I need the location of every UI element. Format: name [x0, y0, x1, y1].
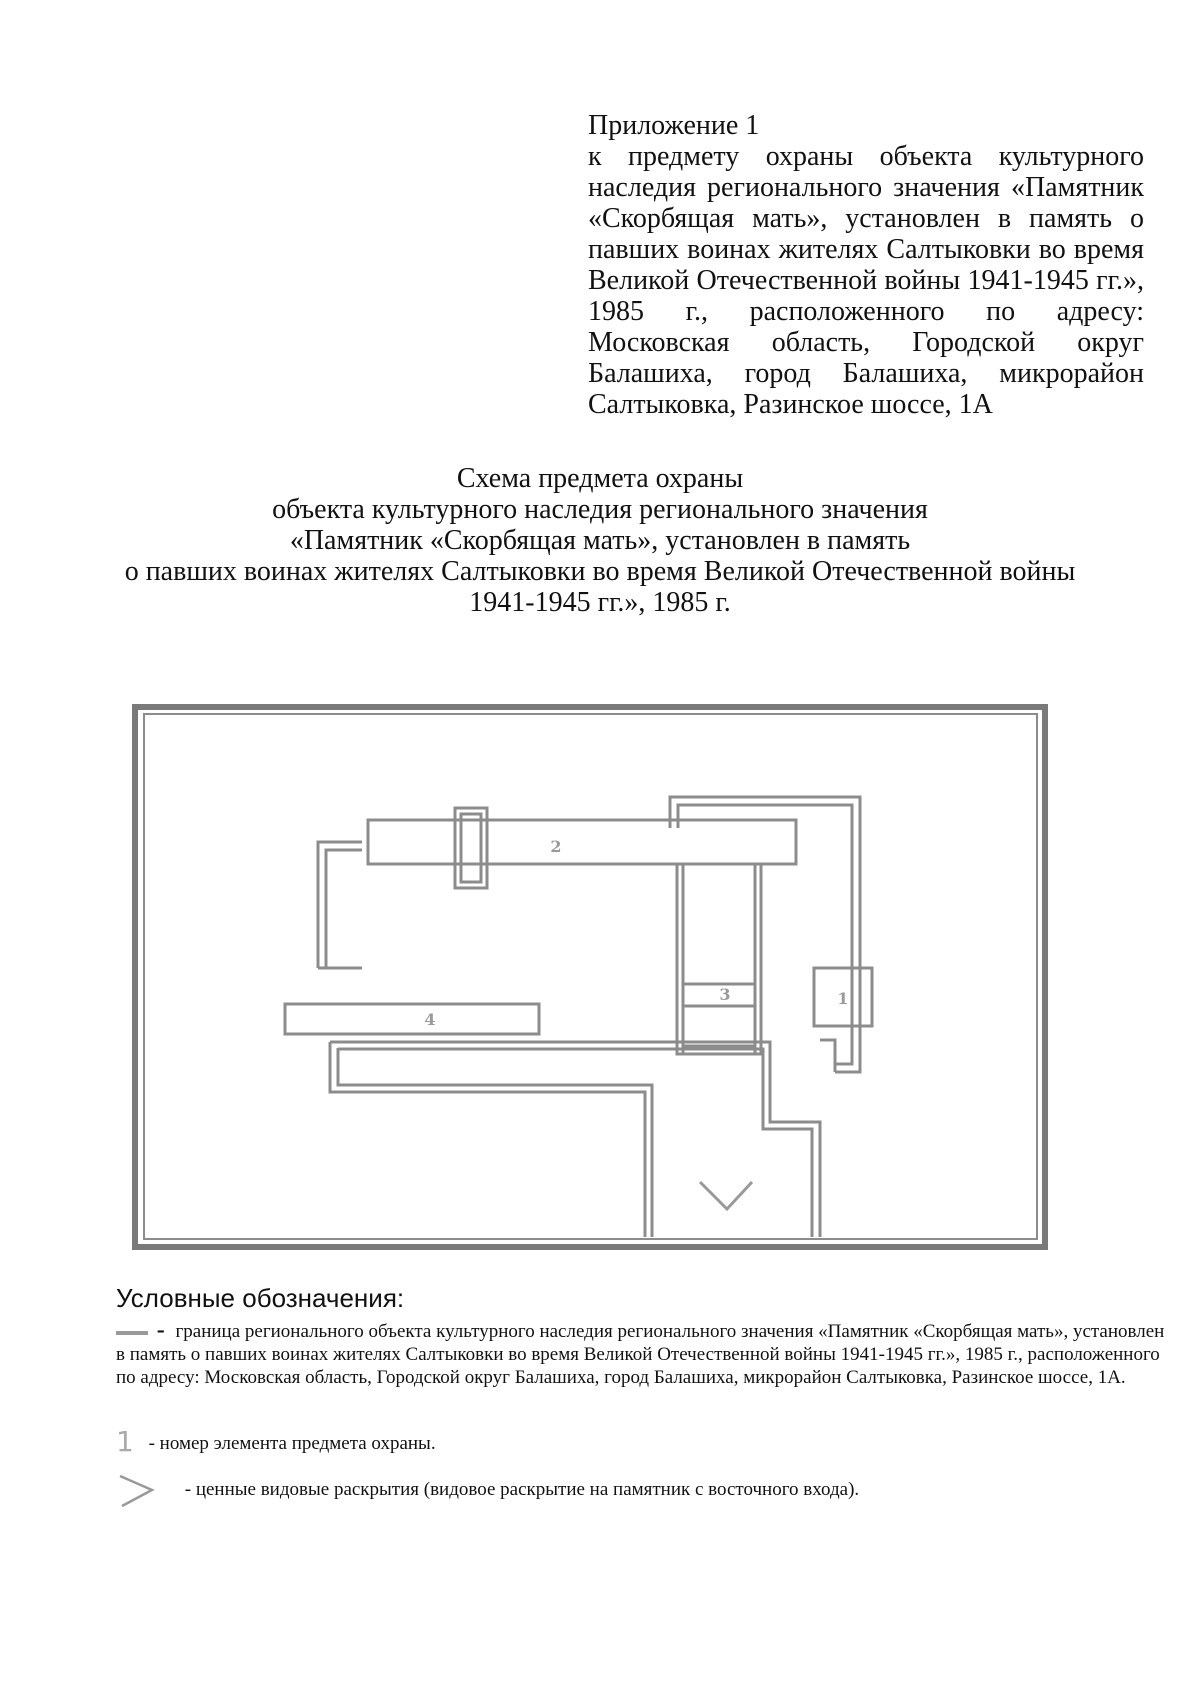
lower-path	[330, 1042, 645, 1237]
title-line: «Памятник «Скорбящая мать», установлен в память	[289, 525, 911, 556]
number-sample: 1	[116, 1425, 134, 1458]
enclosure-outline-inner	[326, 850, 362, 968]
title-line: Схема предмета охраны	[456, 463, 744, 494]
column	[677, 864, 761, 1054]
view-arrow-icon	[116, 1470, 158, 1510]
element-label-3: 3	[719, 985, 731, 1004]
view-arrow-icon	[700, 1182, 752, 1209]
boundary-text: граница регионального объекта культурного наследия регионального значения «Памятник «Скорбящая мать», установлен в память о павших воинах жителях Салтыковки во время Великой Отечественной войны 1941-1945 гг.», 1985 г., расположенного по адресу: Московская область, Городской округ Балашиха, город Балашиха, микрорайон Салтыковка, Разинское шоссе, 1А.	[116, 1321, 1165, 1388]
column-inner	[683, 864, 755, 1054]
element-3-base	[683, 1006, 755, 1046]
legend-view	[116, 1470, 859, 1510]
title-line: о павших воинах жителях Салтыковки во время Великой Отечественной войны	[124, 556, 1076, 587]
title-line: 1941-1945 гг.», 1985 г.	[469, 587, 731, 618]
view-text: - ценные видовые раскрытия (видовое раскрытие на памятник с восточного входа).	[184, 1479, 860, 1500]
lower-path-inner	[338, 1048, 652, 1237]
protection-scheme	[130, 702, 1050, 1252]
appendix-heading: Приложение 1	[588, 110, 760, 141]
number-text: - номер элемента предмета охраны.	[148, 1433, 436, 1454]
element-4	[285, 1004, 539, 1034]
boundary-line-sample	[116, 1331, 148, 1335]
scheme-inner-frame	[144, 714, 1037, 1239]
legend-boundary	[116, 1319, 1176, 1389]
path-right-edge	[820, 1040, 835, 1072]
lower-path-top	[330, 1042, 820, 1237]
scheme-title	[100, 463, 1100, 618]
element-2-slab	[368, 820, 796, 864]
element-2-block-inner	[461, 814, 481, 882]
legend-title: Условные обозначения:	[116, 1283, 405, 1313]
appendix-block	[588, 110, 1144, 420]
lower-path-top-inner	[338, 1049, 812, 1237]
title-line: объекта культурного наследия регионального значения	[272, 494, 928, 525]
element-label-4: 4	[424, 1010, 436, 1029]
legend-number	[116, 1425, 436, 1458]
element-label-1: 1	[837, 989, 849, 1008]
element-label-2: 2	[550, 837, 562, 856]
appendix-text: к предмету охраны объекта культурного наследия регионального значения «Памятник «Скорбящая мать», установлен в память о павших воинах жителях Салтыковки во время Великой Отечественной войны 1941-1945 гг.», 1985 г., расположенного по адресу: Московская область, Городской округ Балашиха, город Балашиха, микрорайон Салтыковка, Разинское шоссе, 1А	[588, 141, 1144, 420]
boundary-hyphen: -	[156, 1317, 165, 1343]
right-enclosure	[670, 797, 860, 1072]
scheme-outer-frame	[135, 707, 1045, 1247]
